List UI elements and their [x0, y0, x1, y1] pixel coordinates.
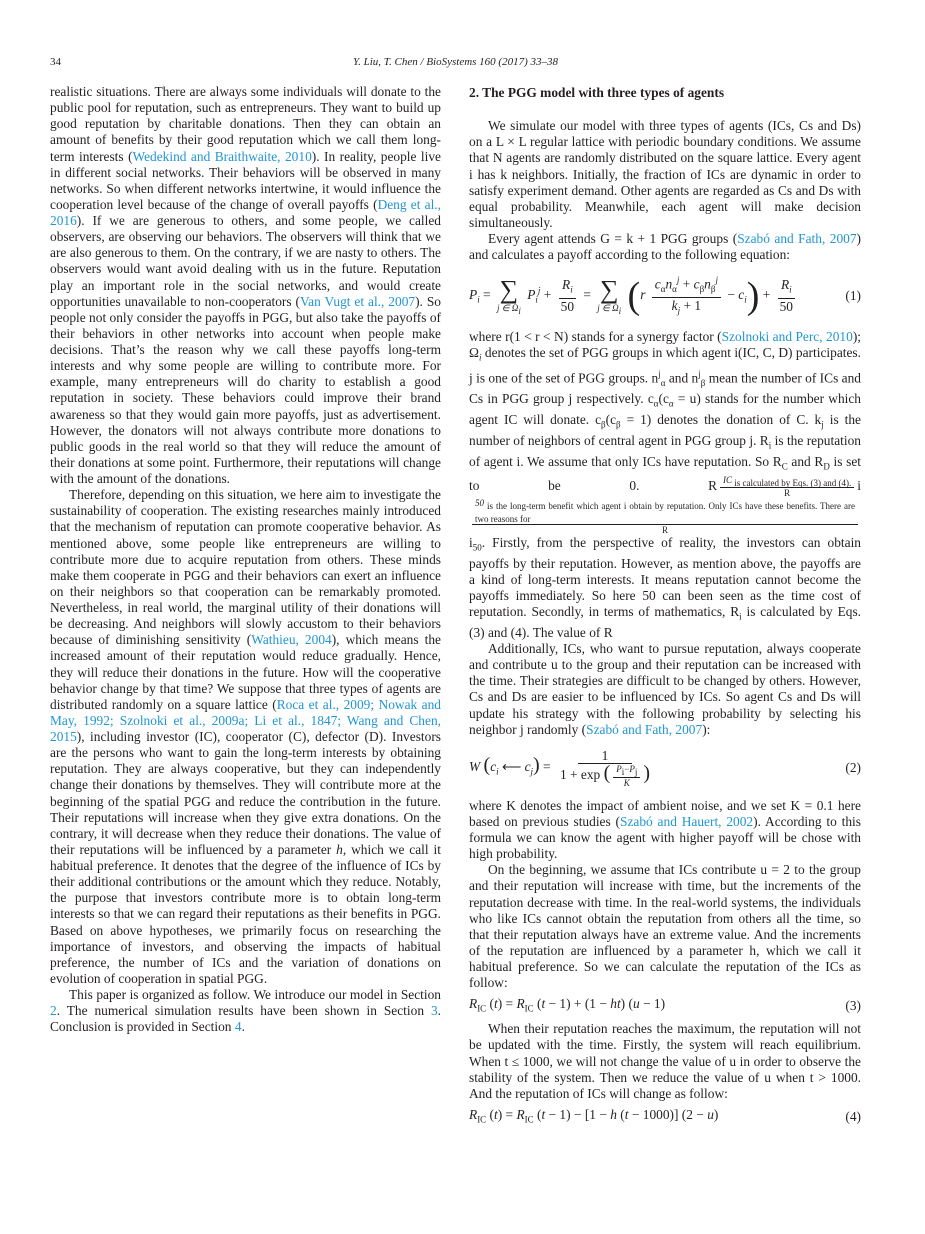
citation-link[interactable]: Deng et al., 2016: [50, 196, 441, 228]
running-head: Y. Liu, T. Chen / BioSystems 160 (2017) 33–38: [352, 56, 559, 68]
citation-link[interactable]: Szabó and Fath, 2007: [737, 231, 857, 246]
payoff-formula: $P_i$ = ∑ j ∈ $\Omega_i$ $P_i^j$ + $\frac{R_i}{50}$ = ∑ j ∈ $\Omega_i$ (r $\frac{c_\alpha n_\alpha^j + c_\beta n_\beta^j}{k_j + 1}$ − $c_i$) + $\frac{R_i}{50}$: [469, 274, 793, 318]
paragraph-reputation: On the beginning, we assume that ICs contribute u = 2 to the group and their reputation will increase with time, but the increments of the reputation decrease with time. In the real-world systems, the individuals who like ICs cannot obtain the reputation from others all the time, so that their reputation always have an extreme value. And the increments of the reputation are influenced by a parameter h, which we call it habitual preference. So we can calculate the reputation of the ICs as follow:: [469, 862, 861, 991]
citation-link[interactable]: Szabó and Hauert, 2002: [620, 813, 754, 829]
reputation-decrease-formula: $R_{IC}$ $(t) = R_{IC}$ (t − 1) − [1 − h (t − 1000)] (2 − u): [469, 1106, 719, 1125]
left-column: [50, 84, 441, 1035]
equation-2: [469, 738, 861, 798]
paragraph-intro-continued: realistic situations. There are always some individuals will donate to the public pool for reputation, such as entrepreneurs. They want to build up good reputation by charitable donations. Then they can obtain an amount of benefits by their good reputation which we call them long-term interests (Wedekind and Braithwaite, 2010). In reality, people live in different social networks. Their behaviors will be observed in many networks. So when different networks intertwine, it would influence the cooperation level because of the change of overall payoffs (Deng et al., 2016). If we are generous to others, and some people, we called observers, are observing our behaviors. The observers will think that we are also generous to them. On the contrary, if we are nasty to others. The observers would want avoid dealing with us in the future. Reputation play an important role in the social networks, and would create opportunities unavailable to non-cooperators (Van Vugt et al., 2007). So people not only consider the payoffs in PGG, but also take the payoffs of their behaviors in other networks into account when people make decisions. That’s the reason why we call these payoffs long-term interests and why some people are willing to contribute more. For example, many entrepreneurs will do charity to establish a good reputation in society. These behaviors could improve their brand awareness so that they would gain more payoffs, just as advertisement. However, the donators will not always contribute more donations to public goods in the real world so that they will reduce the amount of their donations at some point. Furthermore, their reputations will change with the amount of the donations.: [50, 84, 441, 486]
citation-link[interactable]: Szabó and Fath, 2007: [586, 721, 703, 737]
paragraph-strategy-update: Additionally, ICs, who want to pursue reputation, always cooperate and contribute u to the group and their reputation can be increased with the time. Their strategies are difficult to be changed by others. However, Cs and Ds are easier to be influenced by ICs. So agent Cs and Ds will update his strategy with the following probability by selecting his neighbor j randomly (Szabó and Fath, 2007):: [469, 641, 861, 737]
paragraph-equilibrium: When their reputation reaches the maximum, the reputation will not be updated with the time. Firstly, the system will reach equilibrium. When t ≤ 1000, we will not change the value of u in order to observe the stability of the system. Then we reduce the value of u when t > 1000. And the reputation of ICs will change as follow:: [469, 1021, 861, 1101]
fermi-formula: W ($c_i$ ⟵ $c_j$) = 1 1 + exp ( $\frac{P_i-P_j}{K}$ ): [469, 747, 651, 788]
equation-number: (3): [845, 998, 861, 1014]
paragraph-noise: where K denotes the impact of ambient noise, and we set K = 0.1 here based on previous studies (Szabó and Hauert, 2002). According to this formula we can know the agent with higher payoff will be chose with high probability.: [469, 797, 861, 862]
paragraph-definitions: where r(1 < r < N) stands for a synergy factor (Szolnoki and Perc, 2010); $\Omega_i$ denotes the set of PGG groups in which agent i(IC, C, D) participates. j is one of the set of PGG groups. $n^j_\alpha$ and $n^j_\beta$ mean the number of ICs and Cs in PGG group j respectively. $c_\alpha(c_\alpha = u)$ stands for the number which agent IC will donate. $c_\beta(c_\beta = 1)$ denotes the donation of C. $k_j$ is the number of neighbors of central agent in PGG group j. $R_i$ is the reputation of agent i. We assume that only ICs have reputation. So $R_C$ and $R_D$ is set to be 0. R $\frac{IC _{is calculated by Eqs. (3) and (4).}}{R}$ i 50 $_{is the long-term benefit which agent i obtain by reputation. Only ICs have these benefits. There are two reasons for}$ R $i_{50}$. Firstly, from the perspective of reality, the investors can obtain payoffs by their reputation. However, as mention above, the payoffs are a kind of long-term interests. It means reputation cannot become the payoffs immediately. So here 50 can been seen as the time cost of reputation. Secondly, in terms of mathematics, $R_i$ is calculated by Eqs. (3) and (4). The value of R: [469, 329, 862, 640]
citation-link[interactable]: Szolnoki and Perc, 2010: [721, 329, 853, 345]
section-link[interactable]: 4: [234, 1019, 242, 1035]
citation-link[interactable]: Wathieu, 2004: [251, 632, 332, 648]
equation-4: [469, 1102, 861, 1132]
section-heading: 2. The PGG model with three types of agents: [469, 85, 725, 100]
equation-3: [469, 991, 861, 1021]
citation-link[interactable]: Roca et al., 2009; Nowak and May, 1992; Szolnoki et al., 2009a; Li et al., 1847; Wang and Chen, 2015: [50, 696, 441, 744]
equation-number: (4): [845, 1108, 861, 1124]
paragraph-pgg-groups: Every agent attends G = k + 1 PGG groups (Szabó and Fath, 2007) and calculates a payoff according to the following equation:: [469, 231, 861, 263]
paragraph-model: We simulate our model with three types of agents (ICs, Cs and Ds) on a L × L regular lattice with periodic boundary conditions. We assume that N agents are randomly distributed on the square lattice. Every agent i has k neighbors. Initially, the fraction of ICs are dynamic in order to satisfy experiment demand. Other agents are regarded as Cs and Ds with equal probability. Meanwhile, each agent will make decision simultaneously.: [469, 118, 861, 230]
page-number: 34: [50, 56, 61, 68]
citation-link[interactable]: Van Vugt et al., 2007: [300, 293, 416, 309]
page-header: [50, 56, 861, 70]
paragraph-organization: This paper is organized as follow. We introduce our model in Section 2. The numerical simulation results have been shown in Section 3. Conclusion is provided in Section 4.: [50, 987, 441, 1035]
equation-1: [469, 263, 861, 329]
equation-number: (1): [845, 288, 861, 304]
section-link[interactable]: 2: [50, 1003, 57, 1019]
equation-number: (2): [845, 759, 861, 775]
section-link[interactable]: 3: [430, 1003, 438, 1019]
reputation-increase-formula: $R_{IC}$ $(t) = R_{IC}$ (t − 1) + (1 − ht) (u − 1): [469, 995, 666, 1014]
citation-link[interactable]: Wedekind and Braithwaite, 2010: [132, 148, 312, 164]
right-column: [469, 84, 861, 1132]
paragraph-aim: Therefore, depending on this situation, we here aim to investigate the sustainability of cooperation. The existing researches mainly introduced that the mechanism of reputation can promote cooperative behavior. As mentioned above, some people like entrepreneurs are willing to contribute more due to acquire reputation from others. These minds make them cooperate in PGG and their behaviors can exert an influence on their neighbors so that cooperation can be remarkably promoted. Nevertheless, in real world, the marginal utility of their donations will be decreasing. And neighbors will slowly accustom to their behaviors because of diminishing sensitivity (Wathieu, 2004), which means the increased amount of their reputation would reduce gradually. Hence, they will reduce their donations in the future. How will the cooperative behavior change by that time? We suppose that three types of agents are distributed randomly on a square lattice (Roca et al., 2009; Nowak and May, 1992; Szolnoki et al., 2009a; Li et al., 1847; Wang and Chen, 2015), including investor (IC), cooperator (C), defector (D). Investors are the persons who want to gain the long-term interests by obtaining reputation. They are always cooperative, but they can independently change their donations by themselves. They will contribute more at the beginning of the spatial PGG and reduce the contribution in the future. Their reputations will increase when they give extra donations. On the contrary, it will decrease when they reduce their donations. The value of their reputations will be influenced by a parameter h, which we call it habitual preference. It denotes that the degree of the influence of ICs by their additional contributions or the amount which they reduce. Notably, the purpose that investors contribute more is to obtain long-term interests so that we can regard their reputations as their benefits in PGG. Based on above hypotheses, we primarily focus on researching the importance of investors, and observing the impacts of habitual preference, the number of ICs and the variation of donations on evolution of cooperation in spatial PGG.: [50, 487, 441, 986]
